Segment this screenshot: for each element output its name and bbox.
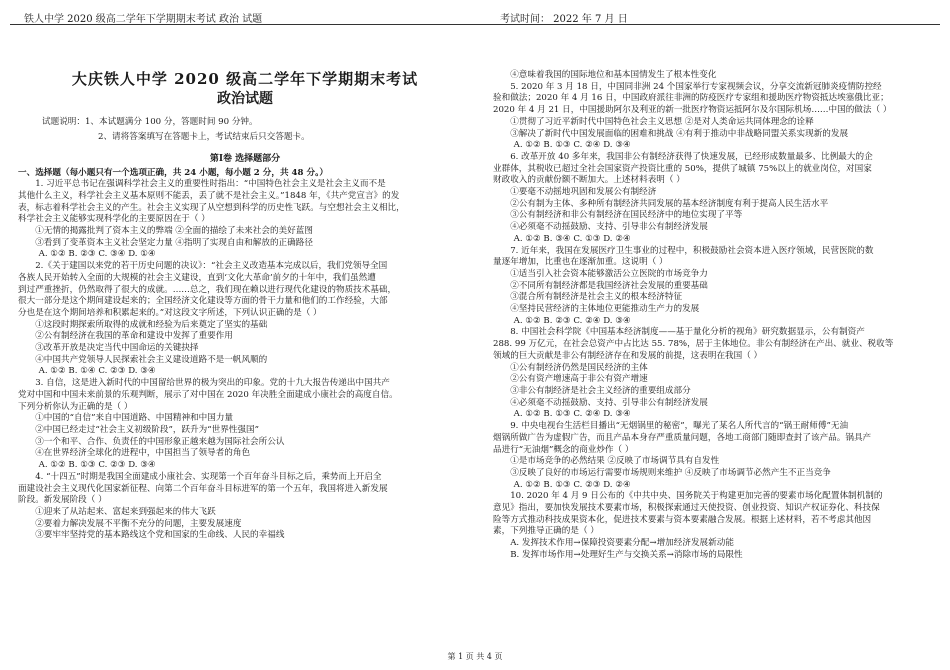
page-footer: 第 1 页 共 4 页 bbox=[447, 652, 503, 661]
text-line: ①中国的“自信”来自中国道路、中国精神和中国力量 bbox=[35, 413, 234, 424]
text-line: 财政收入的贡献份额不断加大。上述材料表明（ ） bbox=[493, 175, 685, 186]
exam-title: 大庆铁人中学 2020 级高二学年下学期期末考试 bbox=[71, 70, 419, 88]
text-line: 很大一部分是这个期间建设起来的；全国经济文化建设等方面的骨干力量和他们的工作经验，大部 bbox=[18, 296, 388, 307]
text-line: 1. 习近平总书记在强调科学社会主义的重要性时指出：“中国特色社会主义是社会主义而不是 bbox=[35, 179, 386, 190]
text-line: ④在世界经济全球化的进程中，中国担当了领导者的角色 bbox=[35, 448, 251, 459]
text-line: A. ①② B. ②③ C. ②④ D. ③④ bbox=[513, 315, 631, 326]
text-line: A. ①② B. ①③ C. ②③ D. ③④ bbox=[38, 460, 156, 471]
text-line: 10. 2020 年 4 月 9 日公布的《中共中央、国务院关于构建更加完善的要素市场化配置体制机制的 bbox=[510, 491, 883, 502]
left-column bbox=[18, 30, 472, 542]
text-line: 品进行“无油烟”概念的商业炒作（ ） bbox=[493, 444, 634, 455]
page-header bbox=[10, 6, 940, 25]
text-line: 阶段。新发展阶段（ ） bbox=[18, 495, 107, 506]
text-line: A. ①② B. ①③ C. ②④ D. ③④ bbox=[513, 140, 631, 151]
left-question-text bbox=[18, 179, 472, 542]
text-line: A. ①② B. ①③ C. ②③ D. ②④ bbox=[513, 479, 631, 490]
text-line: ②中国已经走过“社会主义初级阶段”，跃升为“世界性强国” bbox=[35, 424, 260, 435]
text-line: 验和做法；2020 年 4 月 16 日，中国政府派往非洲的防疫医疗专家组和援助医疗物资抵达埃塞俄比亚； bbox=[493, 93, 889, 104]
text-line: ①迎来了从站起来、富起来到强起来的伟大飞跃 bbox=[35, 506, 216, 517]
text-line: 4. “十四五”时期是我国全面建成小康社会、实现第一个百年奋斗目标之后，乘势而上开启全 bbox=[35, 471, 382, 482]
text-line: 6. 改革开放 40 多年来，我国非公有制经济获得了快速发展，已经形成数量最多、比例最大的企 bbox=[510, 151, 873, 162]
text-line: ①贯彻了习近平新时代中国特色社会主义思想 ②是对人类命运共同体理念的诠释 bbox=[510, 116, 814, 127]
text-line: ③公有制经济和非公有制经济在国民经济中的地位实现了平等 bbox=[510, 210, 743, 221]
exam-note-2: 2、请将答案填写在答题卡上，考试结束后只交答题卡。 bbox=[98, 132, 310, 143]
text-line: ②公有资产增速高于非公有资产增速 bbox=[510, 374, 648, 385]
part-heading: 一、选择题（每小题只有一个选项正确，共 24 小题，每小题 2 分，共 48 分。） bbox=[18, 167, 328, 178]
text-line: 业群体，其税收已超过全社会国家资产投资比重的 50%，提供了城镇 75%以上的就业岗位，对国家 bbox=[493, 163, 872, 174]
text-line: 科学社会主义能够实现科学化的主要原因在于（ ） bbox=[18, 214, 210, 225]
right-column bbox=[493, 70, 941, 562]
text-line: ①无情的揭露批判了资本主义的弊端 ②全面的描绘了未来社会的美好蓝图 bbox=[35, 226, 313, 237]
text-line: 2020 年 4 月 21 日，中国援助阿尔及利亚的新一批医疗物资运抵阿尔及尔国际机场……中国的做法（ ） bbox=[493, 105, 892, 116]
text-line: A. ①② B. ①④ C. ②③ D. ③④ bbox=[38, 366, 156, 377]
text-line: ④意味着我国的国际地位和基本国情发生了根本性变化 bbox=[510, 70, 717, 80]
text-line: ③混合所有制经济是社会主义的根本经济特征 bbox=[510, 292, 683, 303]
text-line: ③要牢牢坚持党的基本路线这个党和国家的生命线、人民的幸福线 bbox=[35, 530, 285, 541]
text-line: 到过严重挫折，仍然取得了很大的成就。……总之，我们现在赖以进行现代化建设的物质技术基础， bbox=[18, 284, 397, 295]
text-line: A. 发挥技术作用→保障投资要素分配→增加经济发展新动能 bbox=[510, 538, 734, 549]
text-line: 8. 中国社会科学院《中国基本经济制度——基于量化分析的视角》研究数据显示，公有制资产 bbox=[510, 327, 865, 338]
text-line: ①是市场竞争的必然结果 ②反映了市场调节具有自发性 bbox=[510, 456, 720, 467]
text-line: 下列分析你认为正确的是（ ） bbox=[18, 401, 133, 412]
text-line: ②公有制为主体、多种所有制经济共同发展的基本经济制度有利于提高人民生活水平 bbox=[510, 198, 829, 209]
text-line: 分也是在这个期间培养和积累起来的。”对这段文字所述，下列认识正确的是（ ） bbox=[18, 307, 322, 318]
text-line: 党对中国和中国未来前景的乐观判断，展示了对中国在 2020 年决胜全面建成小康社会的高度自信。 bbox=[18, 389, 398, 400]
text-line: 领域的巨大贡献是非公有制经济存在和发展的前提，这表明在我国（ ） bbox=[493, 350, 763, 361]
text-line: 2.《关于建国以来党的若干历史问题的决议》：“社会主义改造基本完成以后，我们党领导全国 bbox=[35, 261, 388, 272]
text-line: ③反映了良好的市场运行需要市场规则来维护 ④反映了市场调节必然产生不正当竞争 bbox=[510, 467, 831, 478]
text-line: 素，下列推导正确的是（ ） bbox=[493, 526, 599, 537]
text-line: 表，标志着科学社会主义的产生。社会主义实现了从空想到科学的历史性飞跃。与空想社会主义相比， bbox=[18, 202, 405, 213]
text-line: ②要着力解决发展不平衡不充分的问题，主要发展速度 bbox=[35, 518, 242, 529]
text-line: ①这段时期探索所取得的成就和经验为后来奠定了坚实的基础 bbox=[35, 319, 268, 330]
text-line: 险等方式推动科技成果资本化，促进技术要素与资本要素融合发展。根据上述材料，若不考虑其他因 bbox=[493, 514, 872, 525]
text-line: A. ①② B. ③④ C. ①③ D. ②④ bbox=[513, 233, 631, 244]
text-line: 288. 99 万亿元，在社会总资产中占比达 55. 78%，居于主体地位。非公有制经济在产出、就业、税收等 bbox=[493, 339, 894, 350]
exam-subtitle: 政治试题 bbox=[217, 90, 273, 107]
text-line: ②公有制经济在我国的革命和建设中发挥了重要作用 bbox=[35, 331, 233, 342]
text-line: ④必须毫不动摇鼓励、支持、引导非公有制经济发展 bbox=[510, 222, 708, 233]
text-line: 量逐年增加，比重也在逐渐加重。这说明（ ） bbox=[493, 257, 668, 268]
text-line: ③非公有制经济是社会主义经济的重要组成部分 bbox=[510, 385, 691, 396]
text-line: A. ①② B. ②③ C. ③④ D. ①④ bbox=[38, 249, 156, 260]
text-line: ③看到了变革资本主义社会坚定力量 ④指明了实现自由和解放的正确路径 bbox=[35, 237, 313, 248]
text-line: 面建设社会主义现代化国家新征程、向第二个百年奋斗目标进军的第一个五年，我国将进入新发展 bbox=[18, 483, 388, 494]
section-heading: 第Ⅰ卷 选择题部分 bbox=[209, 153, 281, 164]
text-line: 烟锅所做广告为虚假广告，而且产品本身存严重质量问题，各地工商部门随即查封了该产品。锅具产 bbox=[493, 432, 872, 443]
text-line: ④坚持民营经济的主体地位更能推动生产力的发展 bbox=[510, 304, 700, 315]
right-question-text bbox=[493, 70, 941, 562]
exam-note-1: 试题说明：1、本试题满分 100 分，答题时间 90 分钟。 bbox=[42, 117, 258, 128]
text-line: 7. 近年来，我国在发展医疗卫生事业的过程中，积极鼓励社会资本进入医疗领域，民营医院的数 bbox=[510, 245, 874, 256]
text-line: ③一个和平、合作、负责任的中国形象正越来越为国际社会所公认 bbox=[35, 436, 285, 447]
text-line: 3. 自信，这是进入新时代的中国留给世界的极为突出的印象。党的十九大报告传递出中国共产 bbox=[35, 378, 390, 389]
header-left: 铁人中学 2020 级高二学年下学期期末考试 政治 试题 bbox=[24, 14, 263, 25]
text-line: ④中国共产党领导人民探索社会主义建设道路不是一帆风顺的 bbox=[35, 354, 268, 365]
text-line: A. ①② B. ①③ C. ②④ D. ③④ bbox=[513, 409, 631, 420]
text-line: ②不同所有制经济都是我国经济社会发展的重要基础 bbox=[510, 280, 708, 291]
text-line: ①要毫不动摇地巩固和发展公有制经济 bbox=[510, 187, 657, 198]
text-line: ③解决了新时代中国发展面临的困难和挑战 ④有利于推动中非战略同盟关系实现新的发展 bbox=[510, 128, 849, 139]
text-line: ④必须毫不动摇鼓励、支持、引导非公有制经济发展 bbox=[510, 397, 708, 408]
text-line: 5. 2020 年 3 月 18 日，中国同非洲 24 个国家举行专家视频会议，分享交流新冠肺炎疫情防控经 bbox=[510, 81, 882, 92]
text-line: ①公有制经济仍然是国民经济的主体 bbox=[510, 362, 648, 373]
header-right: 考试时间： 2022 年 7 月 日 bbox=[500, 14, 628, 25]
text-line: 各族人民开始转入全面的大规模的社会主义建设，直到‘文化大革命’前夕的十年中，我们虽然遭 bbox=[18, 272, 376, 283]
text-line: ③改革开放是决定当代中国命运的关键抉择 bbox=[35, 343, 199, 354]
text-line: ①适当引入社会资本能够激活公立医院的市场竞争力 bbox=[510, 268, 708, 279]
text-line: 其他什么主义，科学社会主义基本原则不能丢，丢了就不是社会主义。”1848 年，《共产党宣言》的发 bbox=[18, 190, 400, 201]
text-line: B. 发挥市场作用→处理好生产与交换关系→消除市场的局限性 bbox=[510, 549, 743, 560]
text-line: 意见》指出，要加快发展技术要素市场，积极探索通过天使投资、创业投资、知识产权证券化、科技保 bbox=[493, 503, 880, 514]
text-line: 9. 中央电视台生活栏目播出“无烟锅里的秘密”，曝光了某名人所代言的“锅王耐师傅”无油 bbox=[510, 421, 849, 432]
